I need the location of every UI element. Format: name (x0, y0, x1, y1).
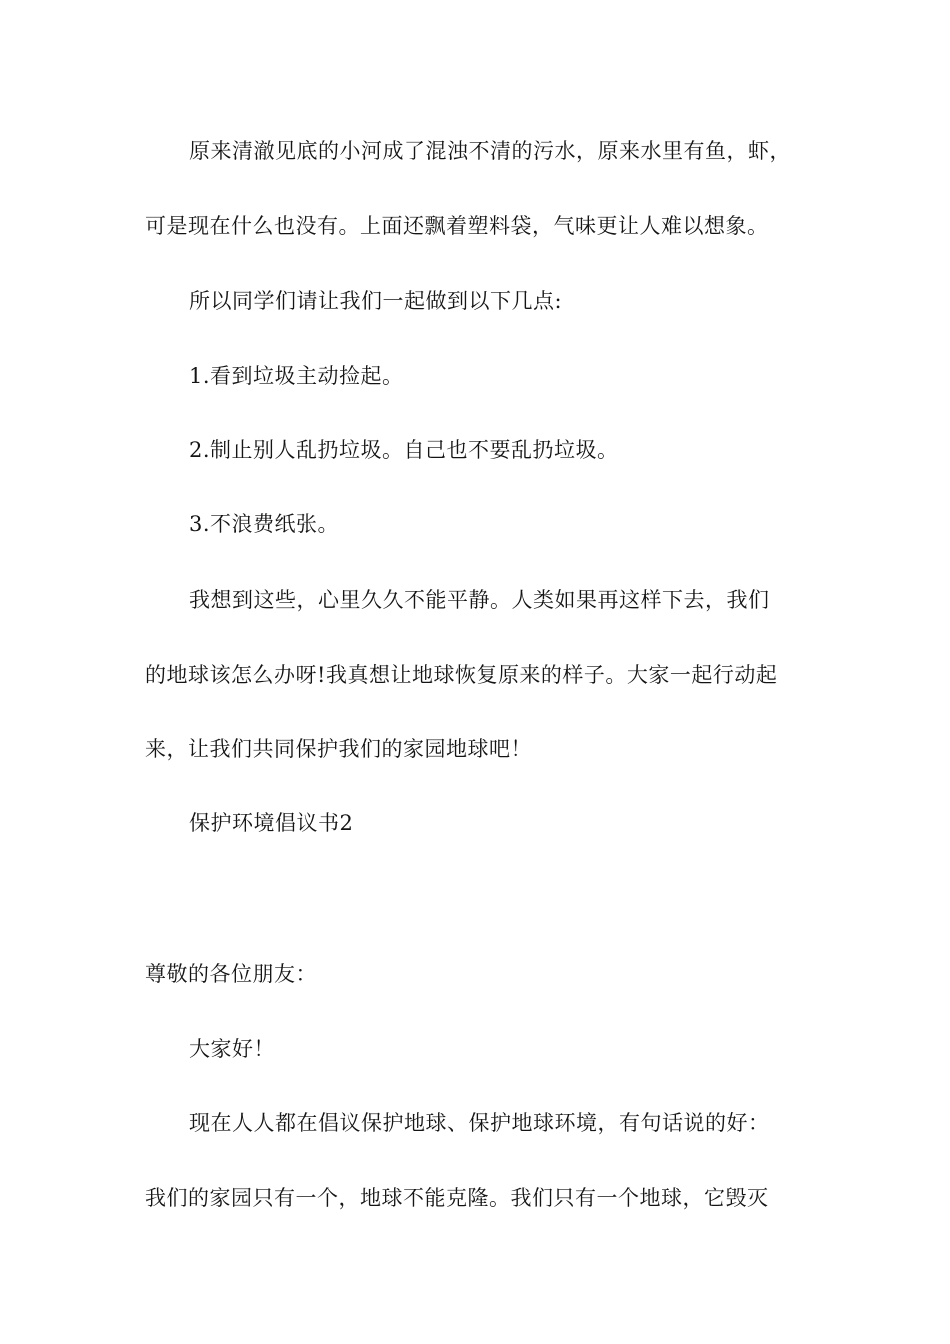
list-item: 1.看到垃圾主动捡起。 (189, 364, 404, 388)
section-title: 保护环境倡议书2 (189, 811, 354, 835)
paragraph-line: 原来清澈见底的小河成了混浊不清的污水，原来水里有鱼，虾， (189, 139, 791, 163)
salutation: 尊敬的各位朋友： (145, 962, 317, 986)
paragraph-line: 现在人人都在倡议保护地球、保护地球环境，有句话说的好： (189, 1111, 770, 1135)
paragraph-line: 可是现在什么也没有。上面还飘着塑料袋，气味更让人难以想象。 (145, 214, 769, 238)
paragraph-line: 的地球该怎么办呀!我真想让地球恢复原来的样子。大家一起行动起 (145, 663, 778, 687)
greeting: 大家好！ (189, 1037, 275, 1061)
list-item: 2.制止别人乱扔垃圾。自己也不要乱扔垃圾。 (189, 438, 619, 462)
paragraph-line: 所以同学们请让我们一起做到以下几点: (189, 289, 563, 313)
paragraph-line: 来，让我们共同保护我们的家园地球吧！ (145, 737, 532, 761)
list-item: 3.不浪费纸张。 (189, 512, 340, 536)
paragraph-line: 我想到这些，心里久久不能平静。人类如果再这样下去，我们 (189, 588, 770, 612)
paragraph-line: 我们的家园只有一个，地球不能克隆。我们只有一个地球，它毁灭 (145, 1186, 769, 1210)
